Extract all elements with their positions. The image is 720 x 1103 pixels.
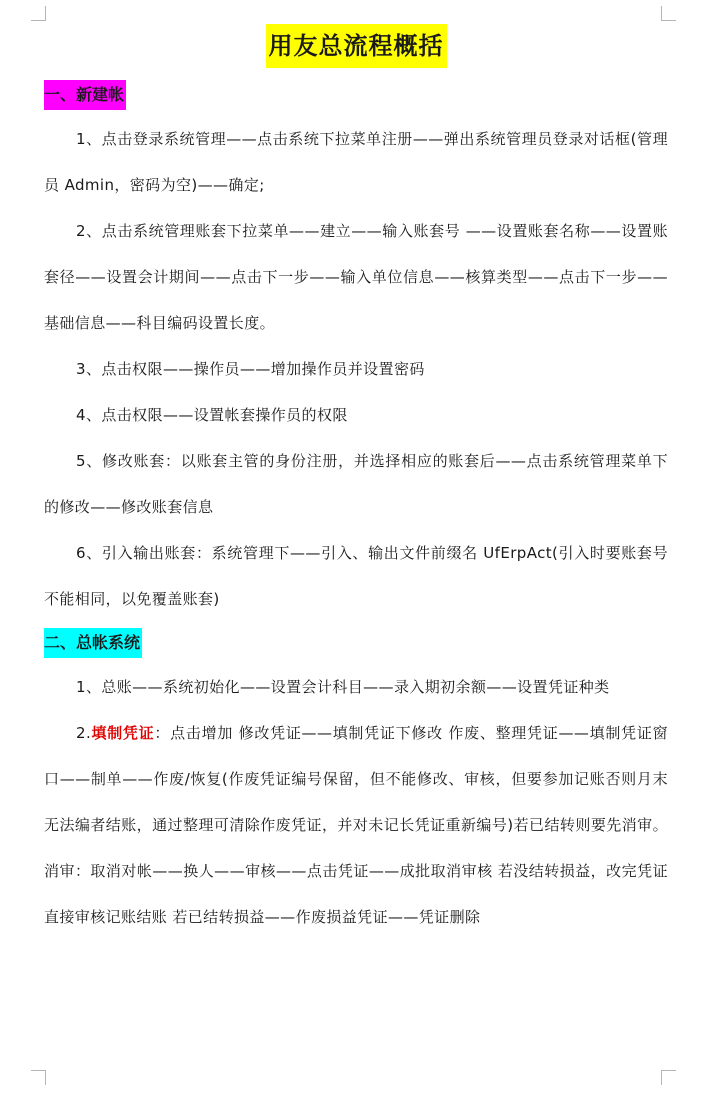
paragraph: 3、点击权限——操作员——增加操作员并设置密码 <box>76 360 425 378</box>
crop-mark-bottom-left <box>31 1070 46 1085</box>
section-heading-new-account: 一、新建帐 <box>44 80 126 110</box>
document-title: 用友总流程概括 <box>266 24 447 68</box>
section-body <box>44 664 668 940</box>
document-page <box>44 24 668 940</box>
item-text: ：点击增加 修改凭证——填制凭证下修改 作废、整理凭证——填制凭证窗口——制单——作废/恢复(作废凭证编号保留，但不能修改、审核，但要参加记账否则月末无法编者结账，通过整理可清除作废凭证，并对未记长凭证重新编号)若已结转则要先消审。消审：取消对帐——换人——审核——点击凭证——成批取消审核 若没结转损益，改完凭证直接审核记账结账 若已结转损益——作废损益凭证——凭证删除 <box>44 724 669 926</box>
highlight-fill-voucher: 填制凭证 <box>91 724 155 742</box>
paragraph: 1、总账——系统初始化——设置会计科目——录入期初余额——设置凭证种类 <box>76 678 610 696</box>
section-heading-general-ledger: 二、总帐系统 <box>44 628 142 658</box>
section-new-account <box>44 80 668 622</box>
paragraph: 6、引入输出账套：系统管理下——引入、输出文件前缀名 UfErpAct(引入时要账套号不能相同，以免覆盖账套) <box>44 544 668 608</box>
paragraph-fill-voucher <box>44 710 668 940</box>
section-body <box>44 116 668 622</box>
crop-mark-bottom-right <box>661 1070 676 1085</box>
item-number: 2. <box>76 724 92 742</box>
paragraph: 4、点击权限——设置帐套操作员的权限 <box>76 406 348 424</box>
crop-mark-top-right <box>661 6 676 21</box>
paragraph: 1、点击登录系统管理——点击系统下拉菜单注册——弹出系统管理员登录对话框(管理员 Admin，密码为空)——确定; <box>44 130 668 194</box>
crop-mark-top-left <box>31 6 46 21</box>
section-general-ledger <box>44 628 668 940</box>
title-container <box>44 24 668 68</box>
paragraph: 5、修改账套：以账套主管的身份注册，并选择相应的账套后——点击系统管理菜单下的修改——修改账套信息 <box>44 452 668 516</box>
paragraph: 2、点击系统管理账套下拉菜单——建立——输入账套号 ——设置账套名称——设置账套径——设置会计期间——点击下一步——输入单位信息——核算类型——点击下一步——基础信息——科目编码设置长度。 <box>44 222 668 332</box>
